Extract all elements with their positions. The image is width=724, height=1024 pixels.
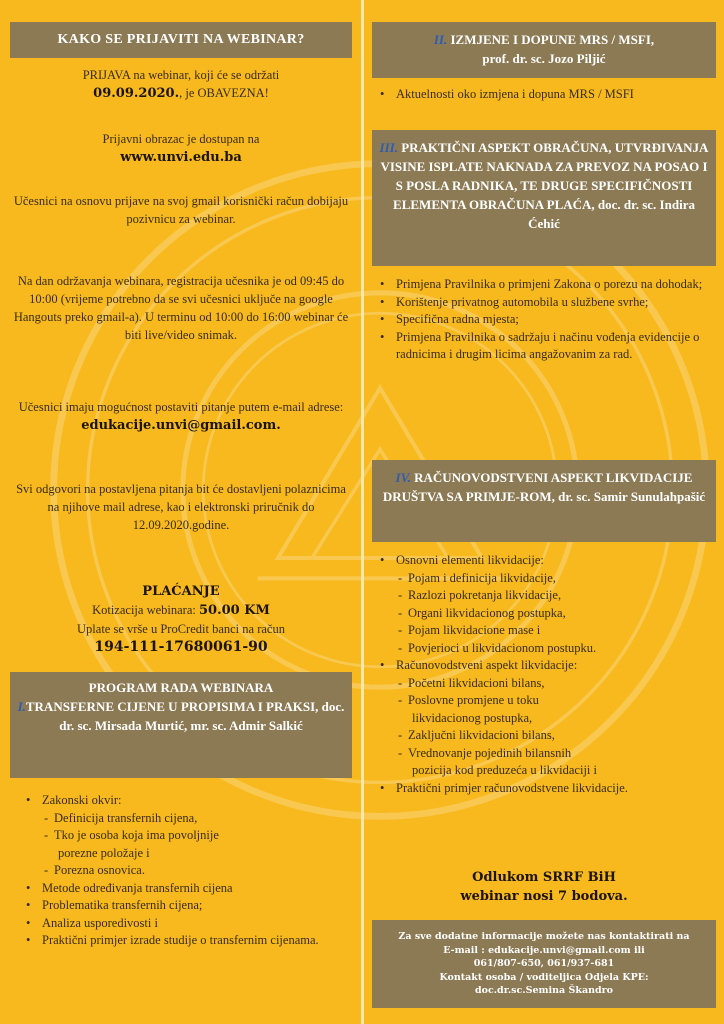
section-two-topics — [378, 86, 718, 104]
list-item: • Metode određivanja transfernih cijena — [24, 880, 354, 898]
section-four-topics — [378, 552, 718, 797]
contact-email[interactable]: E-mail : edukacije.unvi@gmail.com ili — [443, 944, 645, 956]
list-item: - Tko je osoba koja ima povoljnije — [24, 827, 354, 845]
column-divider — [361, 0, 364, 1024]
website-link[interactable]: www.unvi.edu.ba — [120, 150, 242, 165]
email-link[interactable]: edukacije.unvi@gmail.com. — [81, 418, 281, 433]
list-item: • Analiza usporedivosti i — [24, 915, 354, 933]
list-item: - Pojam likvidacione mase i — [378, 622, 718, 640]
list-item: • Aktuelnosti oko izmjena i dopuna MRS / MSFI — [378, 86, 718, 104]
credit-points-note: Odlukom SRRF BiH webinar nosi 7 bodova. — [460, 870, 628, 904]
payment-section: PLAĆANJE Kotizacija webinara: 50.00 KM Uplate se vrše u ProCredit banci na račun 194-111-17680061-90 — [77, 584, 285, 655]
list-item: - Razlozi pokretanja likvidacije, — [378, 587, 718, 605]
list-item: - Pojam i definicija likvidacije, — [378, 570, 718, 588]
contact-person: doc.dr.sc.Semina Škandro — [474, 985, 614, 996]
list-item: • Korištenje privatnog automobila u službene svrhe; — [378, 294, 718, 312]
list-item: - Zaključni likvidacioni bilans, — [378, 727, 718, 745]
list-item: • Praktični primjer izrade studije o transfernim cijenama. — [24, 932, 354, 950]
list-item: • Praktični primjer računovodstvene likvidacije. — [378, 780, 718, 798]
list-item: • Primjena Pravilnika o primjeni Zakona o porezu na dohodak; — [378, 276, 718, 294]
form-paragraph: Prijavni obrazac je dostupan na www.unvi.edu.ba — [102, 132, 260, 165]
program-section-one-header: PROGRAM RADA WEBINARA I.TRANSFERNE CIJENE U PROPISIMA I PRAKSI, doc. dr. sc. Mirsada Murtić, mr. sc. Admir Salkić — [10, 672, 352, 778]
bank-account: 194-111-17680061-90 — [94, 639, 268, 655]
list-item: • Problematika transfernih cijena; — [24, 897, 354, 915]
section-one-topics — [24, 792, 354, 950]
list-item: - Početni likvidacioni bilans, — [378, 675, 718, 693]
list-item: - Povjerioci u likvidacionom postupku. — [378, 640, 718, 658]
schedule-paragraph: Na dan održavanja webinara, registracija učesnika je od 09:45 do 10:00 (vrijeme potrebno da se svi učesnici uključe na google Hangouts preko gmail-a). U terminu od 10:00 do 16:00 webinar će biti live/video snimak. — [13, 274, 349, 342]
section-three-header: III. PRAKTIČNI ASPEKT OBRAČUNA, UTVRĐIVANJA VISINE ISPLATE NAKNADA ZA PREVOZ NA POSAO I S POSLA RADNIKA, TE DRUGE SPECIFIČNOSTI ELEMENTA OBRAČUNA PLAĆA, doc. dr. sc. Indira Ćehić — [372, 130, 716, 266]
contact-footer: Za sve dodatne informacije možete nas kontaktirati na E-mail : edukacije.unvi@gmail.com ili 061/807-650, 061/937-681 Kontakt osoba / voditeljica Odjela KPE: doc.dr.sc.Semina Škandro — [372, 920, 716, 1008]
list-item: porezne položaje i — [58, 845, 150, 860]
webinar-date: 09.09.2020. — [93, 86, 180, 101]
list-item: • Primjena Pravilnika o sadržaju i načinu vođenja evidencije o radnicima i drugim licima angažovanim za rad. — [378, 329, 718, 364]
list-item: - Vrednovanje pojedinih bilansnih — [378, 745, 718, 763]
list-item: • Osnovni elementi likvidacije: — [378, 552, 718, 570]
list-item: - Poslovne promjene u toku — [378, 692, 718, 710]
list-item: - Porezna osnovica. — [24, 862, 354, 880]
fee-value: 50.00 KM — [198, 603, 270, 618]
list-item: • Računovodstveni aspekt likvidacije: — [378, 657, 718, 675]
list-item: pozicija kod preduzeća u likvidaciji i — [412, 763, 597, 777]
section-three-topics — [378, 276, 718, 364]
list-item: • Specifična radna mjesta; — [378, 311, 718, 329]
registration-paragraph: PRIJAVA na webinar, koji će se održati 09.09.2020., je OBAVEZNA! — [82, 68, 280, 101]
list-item: likvidacionog postupka, — [412, 710, 533, 725]
answers-paragraph: Svi odgovori na postavljena pitanja bit će dostavljeni polaznicima na njihove mail adrese, kao i elektronski priručnik do 12.09.2020.godine. — [16, 482, 346, 532]
payment-title: PLAĆANJE — [142, 584, 220, 599]
list-item: - Definicija transfernih cijena, — [24, 810, 354, 828]
invitation-paragraph: Učesnici na osnovu prijave na svoj gmail korisnički račun dobijaju pozivnicu za webinar. — [13, 194, 349, 226]
list-item: - Organi likvidacionog postupka, — [378, 605, 718, 623]
contact-phones: 061/807-650, 061/937-681 — [473, 958, 615, 969]
list-item: • Zakonski okvir: — [24, 792, 354, 810]
section-two-header: II. IZMJENE I DOPUNE MRS / MSFI, prof. dr. sc. Jozo Piljić — [372, 22, 716, 78]
registration-title: KAKO SE PRIJAVITI NA WEBINAR? — [10, 22, 352, 58]
questions-paragraph: Učesnici imaju mogućnost postaviti pitanje putem e-mail adrese: edukacije.unvi@gmail.com. — [18, 400, 344, 433]
section-four-header: IV. RAČUNOVODSTVENI ASPEKT LIKVIDACIJE DRUŠTVA SA PRIMJE-ROM, dr. sc. Samir Sunulahpašić — [372, 460, 716, 542]
